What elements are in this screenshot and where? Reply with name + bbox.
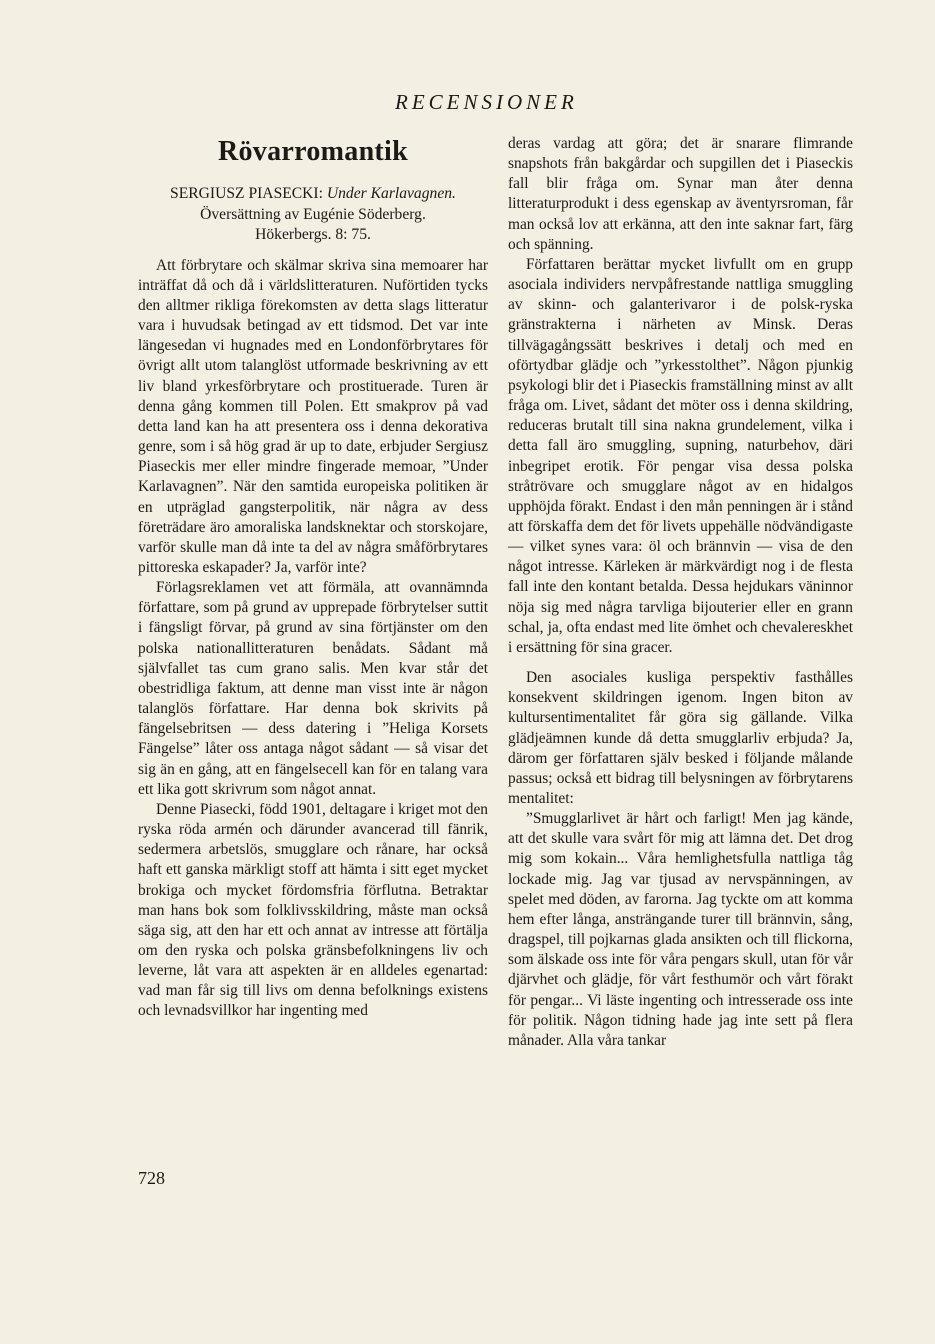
left-paragraph-1: Att förbrytare och skälmar skriva sina memoarer har inträffat då och då i världslitteraturen. Nuförtiden tycks den alltmer rikliga förekomsten av detta slags litteratur vara i huvudsak betingad av ett tidsmod. Det var inte längesedan vi hugnades med en Londonförbrytares för övrigt allt utom talanglöst utformade beskrivning av ett liv bland yrkesförbrytare och prostituerade. Turen är denna gång kommen till Polen. Ett smakprov på vad detta land kan ha att presentera oss i denna dekorativa genre, som i så hög grad är up to date, erbjuder Sergiusz Piaseckis mer eller mindre fingerade memoar, ”Under Karlavagnen”. När den samtida europeiska politiken är en utpräglad gangsterpolitik, när några av dess företrädare äro amoraliska landsknektar och storskojare, varför skulle man då inte ta del av några småförbrytares pittoreska eskapader? Ja, varför inte?: [138, 256, 488, 576]
left-column: [138, 134, 488, 1022]
bib-line-1: [138, 184, 488, 205]
bib-author: SERGIUSZ PIASECKI:: [170, 185, 323, 203]
article-title: Rövarromantik: [217, 136, 409, 167]
bib-book-title: Under Karlavagnen.: [326, 185, 456, 203]
bibliography-block: [138, 184, 488, 246]
bib-publisher: Hökerbergs. 8: 75.: [255, 226, 371, 244]
right-paragraph-4: ”Smugglarlivet är hårt och farligt! Men jag kände, att det skulle vara svårt för mig att lämna det. Det drog mig som kokain... Våra hemlighetsfulla nattliga tåg lockade mig. Jag var tjusad av nervspänningen, av spelet med döden, av farorna. Jag tyckte om att komma hem efter långa, ansträngande turer till brännvin, sång, dragspel, till pojkarnas glada ansikten och till flickorna, som älskade oss inte för våra pengars skull, utan för vår djärvhet och glädje, för vårt festhumör och vårt förakt för pengar... Vi läste ingenting och intresserade oss inte för politik. Någon tidning hade jag inte sett på flera månader. Alla våra tankar: [508, 810, 853, 1049]
right-paragraph-2: Författaren berättar mycket livfullt om en grupp asociala individers nervpåfrestande nattliga smuggling av skinn- och galanterivaror i de polsk-ryska gränstrakterna i närheten av Minsk. Deras tillvägagångssätt beskrives i detalj och med en oförtydbar glädje och ”yrkesstolthet”. Någon pjunkig psykologi blir det i Piaseckis framställning minst av allt fråga om. Livet, sådant det möter oss i denna skildring, reduceras brutalt till sina nakna grundelement, vilka i detta fall äro smuggling, supning, naturbehov, däri inbegripet erotik. För pengar visa dessa polska stråtrövare och smugglare något av en hidalgos upphöjda förakt. Endast i den mån penningen är i stånd att förskaffa dem det för livets uppehälle nödvändigaste — vilket synes vara: öl och brännvin — visa de den något intresse. Kärleken är märkvärdigt nog i de flesta fall inte den kontant betalda. Dessa hejdukars väninnor nöja sig med några tarvliga bijouterier eller en grann schal, ja, ofta endast med lite ömhet och chevalereskhet i ersättning för sina gracer.: [508, 255, 853, 656]
left-paragraph-2: Förlagsreklamen vet att förmäla, att ovannämnda författare, som på grund av upprepade förbrytelser suttit i fängsligt förvar, på grund av sina förtjänster om den polska nationallitteraturen benådats. Sådant må självfallet tas cum grano salis. Men kvar står det obestridliga faktum, att denne man visst inte är någon talanglös författare. Har denna bok skrivits på fängelsebritsen — dess datering i ”Heliga Korsets Fängelse” låter oss antaga något sådant — så visar det sig än en gång, att en fängelsecell kan för en talang vara ett lika gott skrivrum som något annat.: [138, 579, 488, 798]
right-column: [508, 134, 853, 1051]
running-head: RECENSIONER: [395, 90, 578, 114]
right-paragraph-1: deras vardag att göra; det är snarare flimrande snapshots från bakgårdar och supgillen det i Piaseckis fall blir fråga om. Synar man åter denna litteraturprodukt i dess egenskap av äventyrsroman, får man också lov att erkänna, att den inte saknar fart, färg och spänning.: [508, 135, 853, 253]
bib-translation: Översättning av Eugénie Söderberg.: [200, 205, 426, 223]
page-number: 728: [138, 1168, 165, 1188]
right-paragraph-3: Den asociales kusliga perspektiv fasthålles konsekvent skildringen igenom. Ingen biton av kultursentimentalitet får göra sig gällande. Vilka glädjeämnen kunde då detta smugglarliv erbjuda? Ja, därom ger författaren själv besked i följande målande passus; också ett bidrag till belysningen av förbrytarens mentalitet:: [508, 669, 853, 807]
left-paragraph-3: Denne Piasecki, född 1901, deltagare i kriget mot den ryska röda armén och därunder avancerad till fänrik, sedermera arbetslös, smugglare och rånare, har också haft ett ganska märkligt stoff att hämta i sitt eget mycket brokiga och mycket fördomsfria förflutna. Betraktar man hans bok som folklivsskildring, måste man också säga sig, att den har ett och annat av intresse att förtälja om den ryska och polska gränsbefolkningens liv och leverne, låt vara att aspekten är en alldeles egenartad: vad man får sig till livs om denna befolknings existens och levnadsvillkor har ingenting med: [138, 800, 488, 1020]
